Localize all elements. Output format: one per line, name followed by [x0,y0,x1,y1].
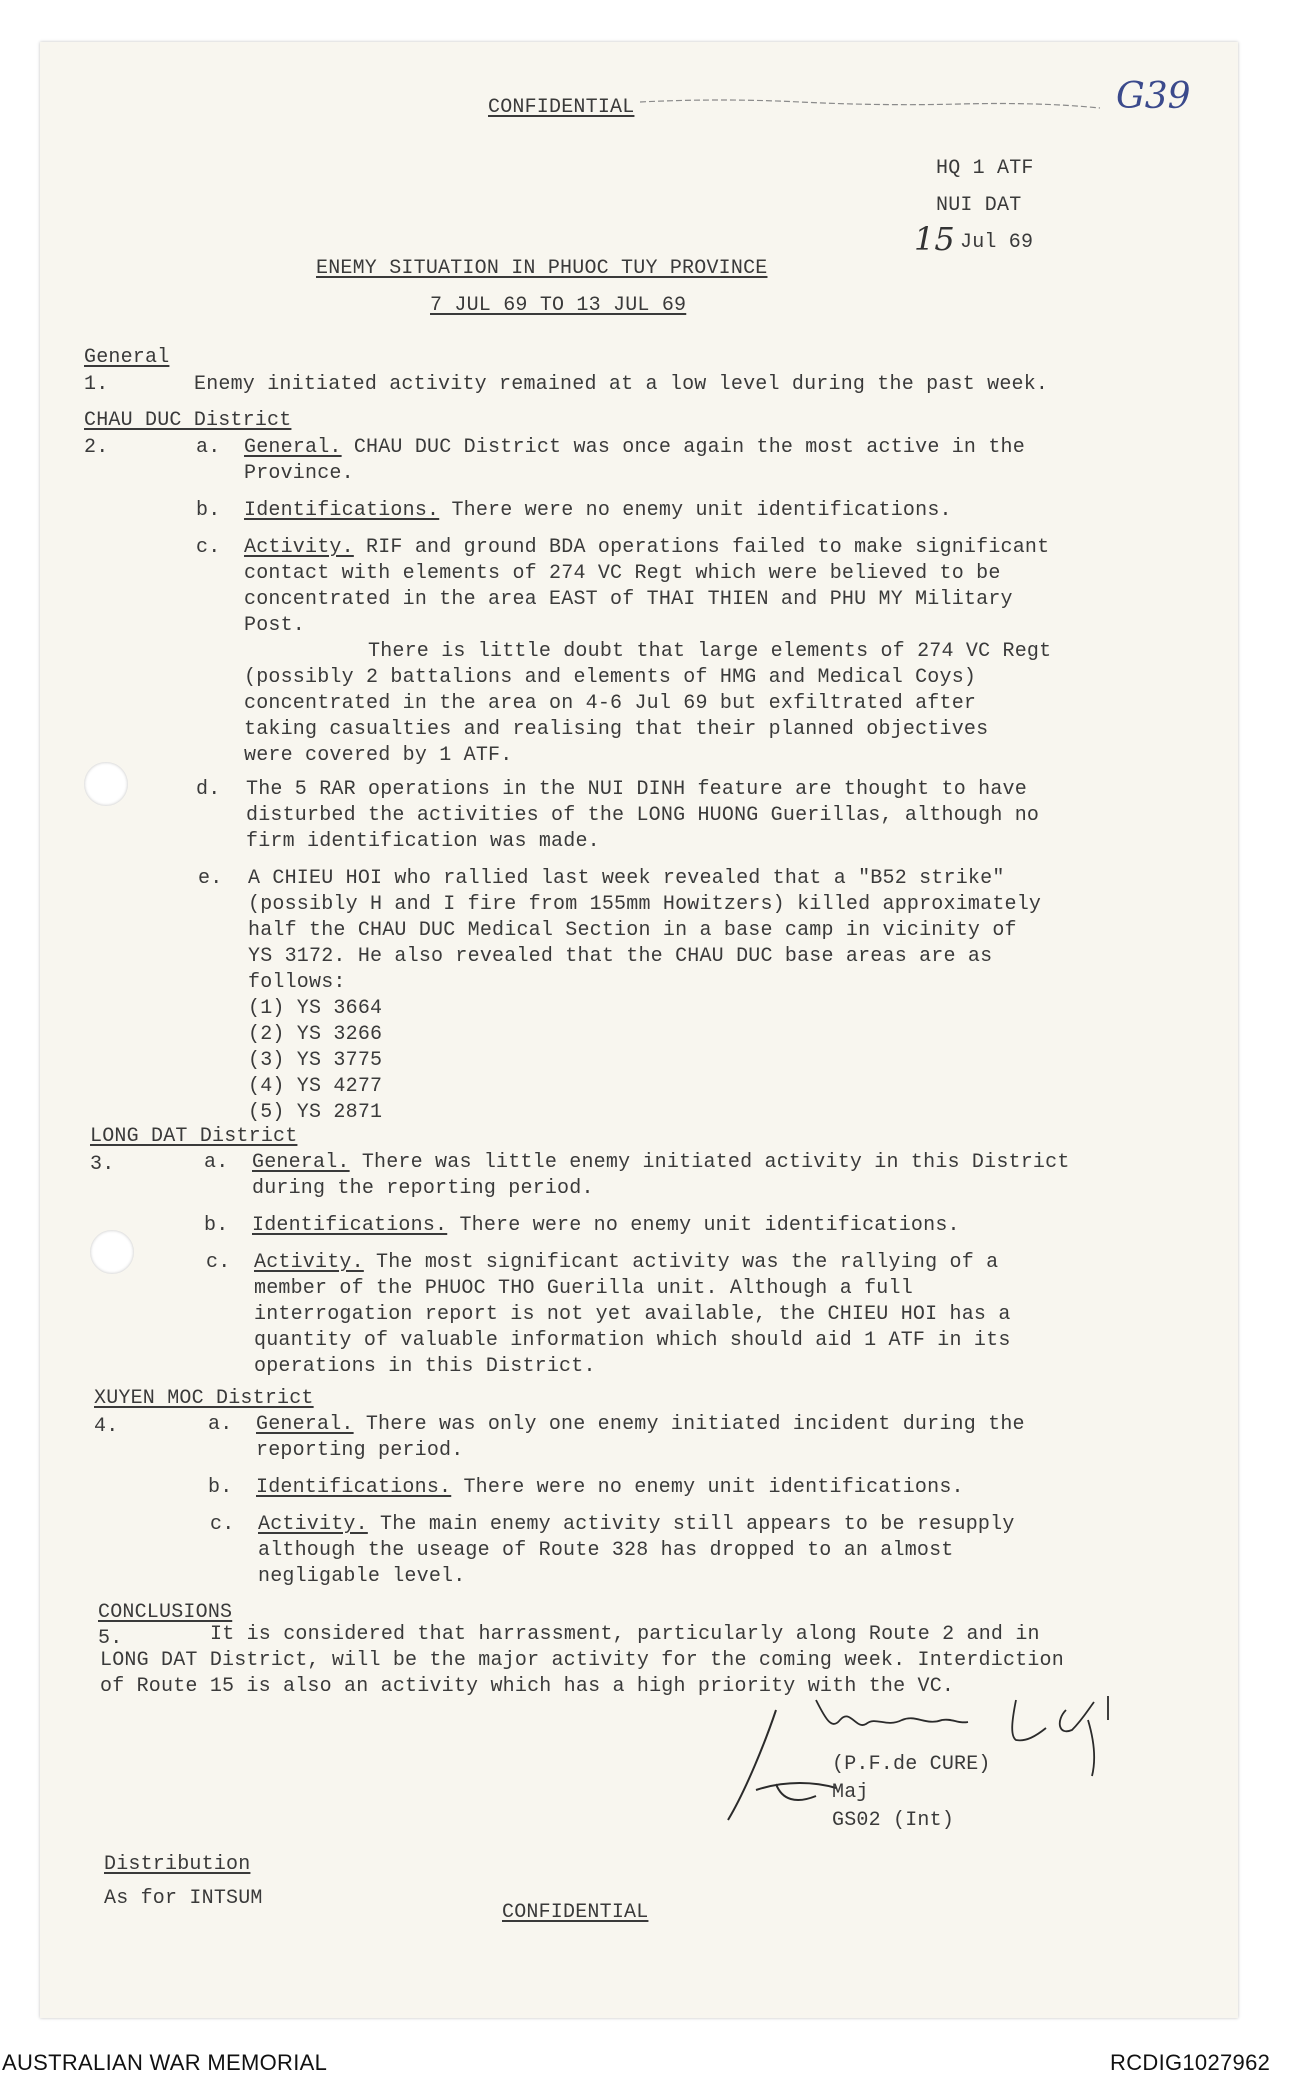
signatory-rank: Maj [832,1781,869,1804]
distribution-heading: Distribution [104,1853,251,1876]
subpara-2c [244,535,1051,769]
subpara-2d-label: d. [196,778,221,801]
subpara-text: Post. [244,614,306,637]
subpara-text: There was little enemy initiated activity in this District [361,1151,1070,1174]
subpara-2e [248,866,1041,1126]
subpara-3b [252,1213,960,1239]
header-pencil-line [640,92,1110,116]
punch-hole-bottom [90,1230,134,1274]
subpara-title: Identifications. [256,1476,452,1499]
subpara-text: operations in this District. [254,1355,596,1378]
document-period: 7 JUL 69 TO 13 JUL 69 [430,294,687,317]
subpara-title: Identifications. [252,1214,448,1237]
section-heading-long-dat: LONG DAT District [90,1125,298,1148]
subpara-4b-label: b. [208,1476,233,1499]
base-area-item: (3) YS 3775 [248,1049,383,1072]
section-heading-xuyen-moc: XUYEN MOC District [94,1387,314,1410]
subpara-text: CHAU DUC District was once again the most active in the [353,436,1025,459]
subpara-text: contact with elements of 274 VC Regt which were believed to be [244,562,1001,585]
base-area-item: (4) YS 4277 [248,1075,383,1098]
para-number-2: 2. [84,436,109,459]
para-5-line-1: It is considered that harrassment, particularly along Route 2 and in [210,1623,1040,1646]
subpara-text: although the useage of Route 328 has dropped to an almost [258,1539,954,1562]
subpara-4b [256,1475,964,1501]
subpara-text: (possibly 2 battalions and elements of HMG and Medical Coys) [244,666,977,689]
subpara-3a [252,1150,1070,1202]
subpara-title: Activity. [258,1513,368,1536]
signatory-name: (P.F.de CURE) [832,1753,991,1776]
subpara-4a-label: a. [208,1413,233,1436]
subpara-title: General. [256,1413,354,1436]
subpara-text: There was only one enemy initiated incident during the [365,1413,1025,1436]
subpara-text: (possibly H and I fire from 155mm Howitzers) killed approximately [248,893,1042,916]
para-number-1: 1. [84,373,109,396]
para-number-4: 4. [94,1415,119,1438]
date-month-year: Jul 69 [960,231,1034,254]
subpara-text: firm identification was made. [246,830,600,853]
subpara-4c-label: c. [210,1513,235,1536]
hq-line-2: NUI DAT [936,194,1022,217]
archive-item-id: RCDIG1027962 [1110,2050,1271,2075]
subpara-2e-label: e. [198,867,223,890]
base-area-item: (5) YS 2871 [248,1101,383,1124]
subpara-3b-label: b. [204,1214,229,1237]
para-5-line-2: LONG DAT District, will be the major activity for the coming week. Interdiction [100,1649,1064,1672]
subpara-2a-label: a. [196,436,221,459]
subpara-2b [244,498,952,524]
subpara-3c [254,1250,1011,1380]
subpara-text: during the reporting period. [252,1177,594,1200]
signatory-appointment: GS02 (Int) [832,1809,955,1832]
subpara-text: disturbed the activities of the LONG HUONG Guerillas, although no [246,804,1040,827]
subpara-text: RIF and ground BDA operations failed to make significant [366,536,1050,559]
subpara-text: taking casualties and realising that their planned objectives [244,718,989,741]
subpara-title: Activity. [244,536,354,559]
subpara-2b-label: b. [196,499,221,522]
date-day-handwritten: 15 [914,220,955,258]
subpara-text: There is little doubt that large elements of 274 VC Regt [368,640,1052,663]
subpara-text: follows: [248,971,346,994]
subpara-3c-label: c. [206,1251,231,1274]
reference-number: G39 [1116,76,1191,117]
base-area-item: (2) YS 3266 [248,1023,383,1046]
subpara-title: General. [244,436,342,459]
subpara-text: A CHIEU HOI who rallied last week revealed that a "B52 strike" [248,867,1005,890]
para-number-3: 3. [90,1153,115,1176]
subpara-2c-label: c. [196,536,221,559]
punch-hole-top [84,762,128,806]
classification-top: CONFIDENTIAL [488,96,635,119]
subpara-text: concentrated in the area EAST of THAI THIEN and PHU MY Military [244,588,1013,611]
subpara-title: General. [252,1151,350,1174]
subpara-title: Identifications. [244,499,440,522]
subpara-text: There were no enemy unit identifications. [463,1476,964,1499]
subpara-text: The 5 RAR operations in the NUI DINH feature are thought to have [246,778,1027,801]
subpara-text: There were no enemy unit identifications. [451,499,952,522]
document-title: ENEMY SITUATION IN PHUOC TUY PROVINCE [316,257,768,280]
subpara-text: Province. [244,462,354,485]
subpara-title: Activity. [254,1251,364,1274]
subpara-text: concentrated in the area on 4-6 Jul 69 but exfiltrated after [244,692,977,715]
subpara-text: There were no enemy unit identifications. [459,1214,960,1237]
subpara-4a [256,1412,1025,1464]
subpara-text: The most significant activity was the rallying of a [376,1251,999,1274]
section-heading-chau-duc: CHAU DUC District [84,409,292,432]
para-5-line-3: of Route 15 is also an activity which has a high priority with the VC. [100,1675,955,1698]
subpara-text: YS 3172. He also revealed that the CHAU DUC base areas are as [248,945,993,968]
archive-credit: AUSTRALIAN WAR MEMORIAL [2,2050,328,2075]
subpara-text: half the CHAU DUC Medical Section in a base camp in vicinity of [248,919,1017,942]
subpara-2a [244,435,1025,487]
section-heading-general: General [84,346,170,369]
subpara-text: member of the PHUOC THO Guerilla unit. Although a full [254,1277,913,1300]
hq-line-1: HQ 1 ATF [936,157,1034,180]
subpara-4c [258,1512,1015,1590]
subpara-text: were covered by 1 ATF. [244,744,513,767]
section-heading-conclusions: CONCLUSIONS [98,1601,233,1624]
subpara-text: interrogation report is not yet available, the CHIEU HOI has a [254,1303,1011,1326]
distribution-text: As for INTSUM [104,1887,263,1910]
subpara-2d [246,777,1039,855]
subpara-text: quantity of valuable information which should aid 1 ATF in its [254,1329,1011,1352]
subpara-text: The main enemy activity still appears to be resupply [380,1513,1015,1536]
para-1-text: Enemy initiated activity remained at a low level during the past week. [194,373,1049,396]
subpara-text: negligable level. [258,1565,466,1588]
subpara-3a-label: a. [204,1151,229,1174]
subpara-text: reporting period. [256,1439,464,1462]
para-number-5: 5. [98,1627,123,1650]
classification-bottom: CONFIDENTIAL [502,1901,649,1924]
base-area-item: (1) YS 3664 [248,997,383,1020]
